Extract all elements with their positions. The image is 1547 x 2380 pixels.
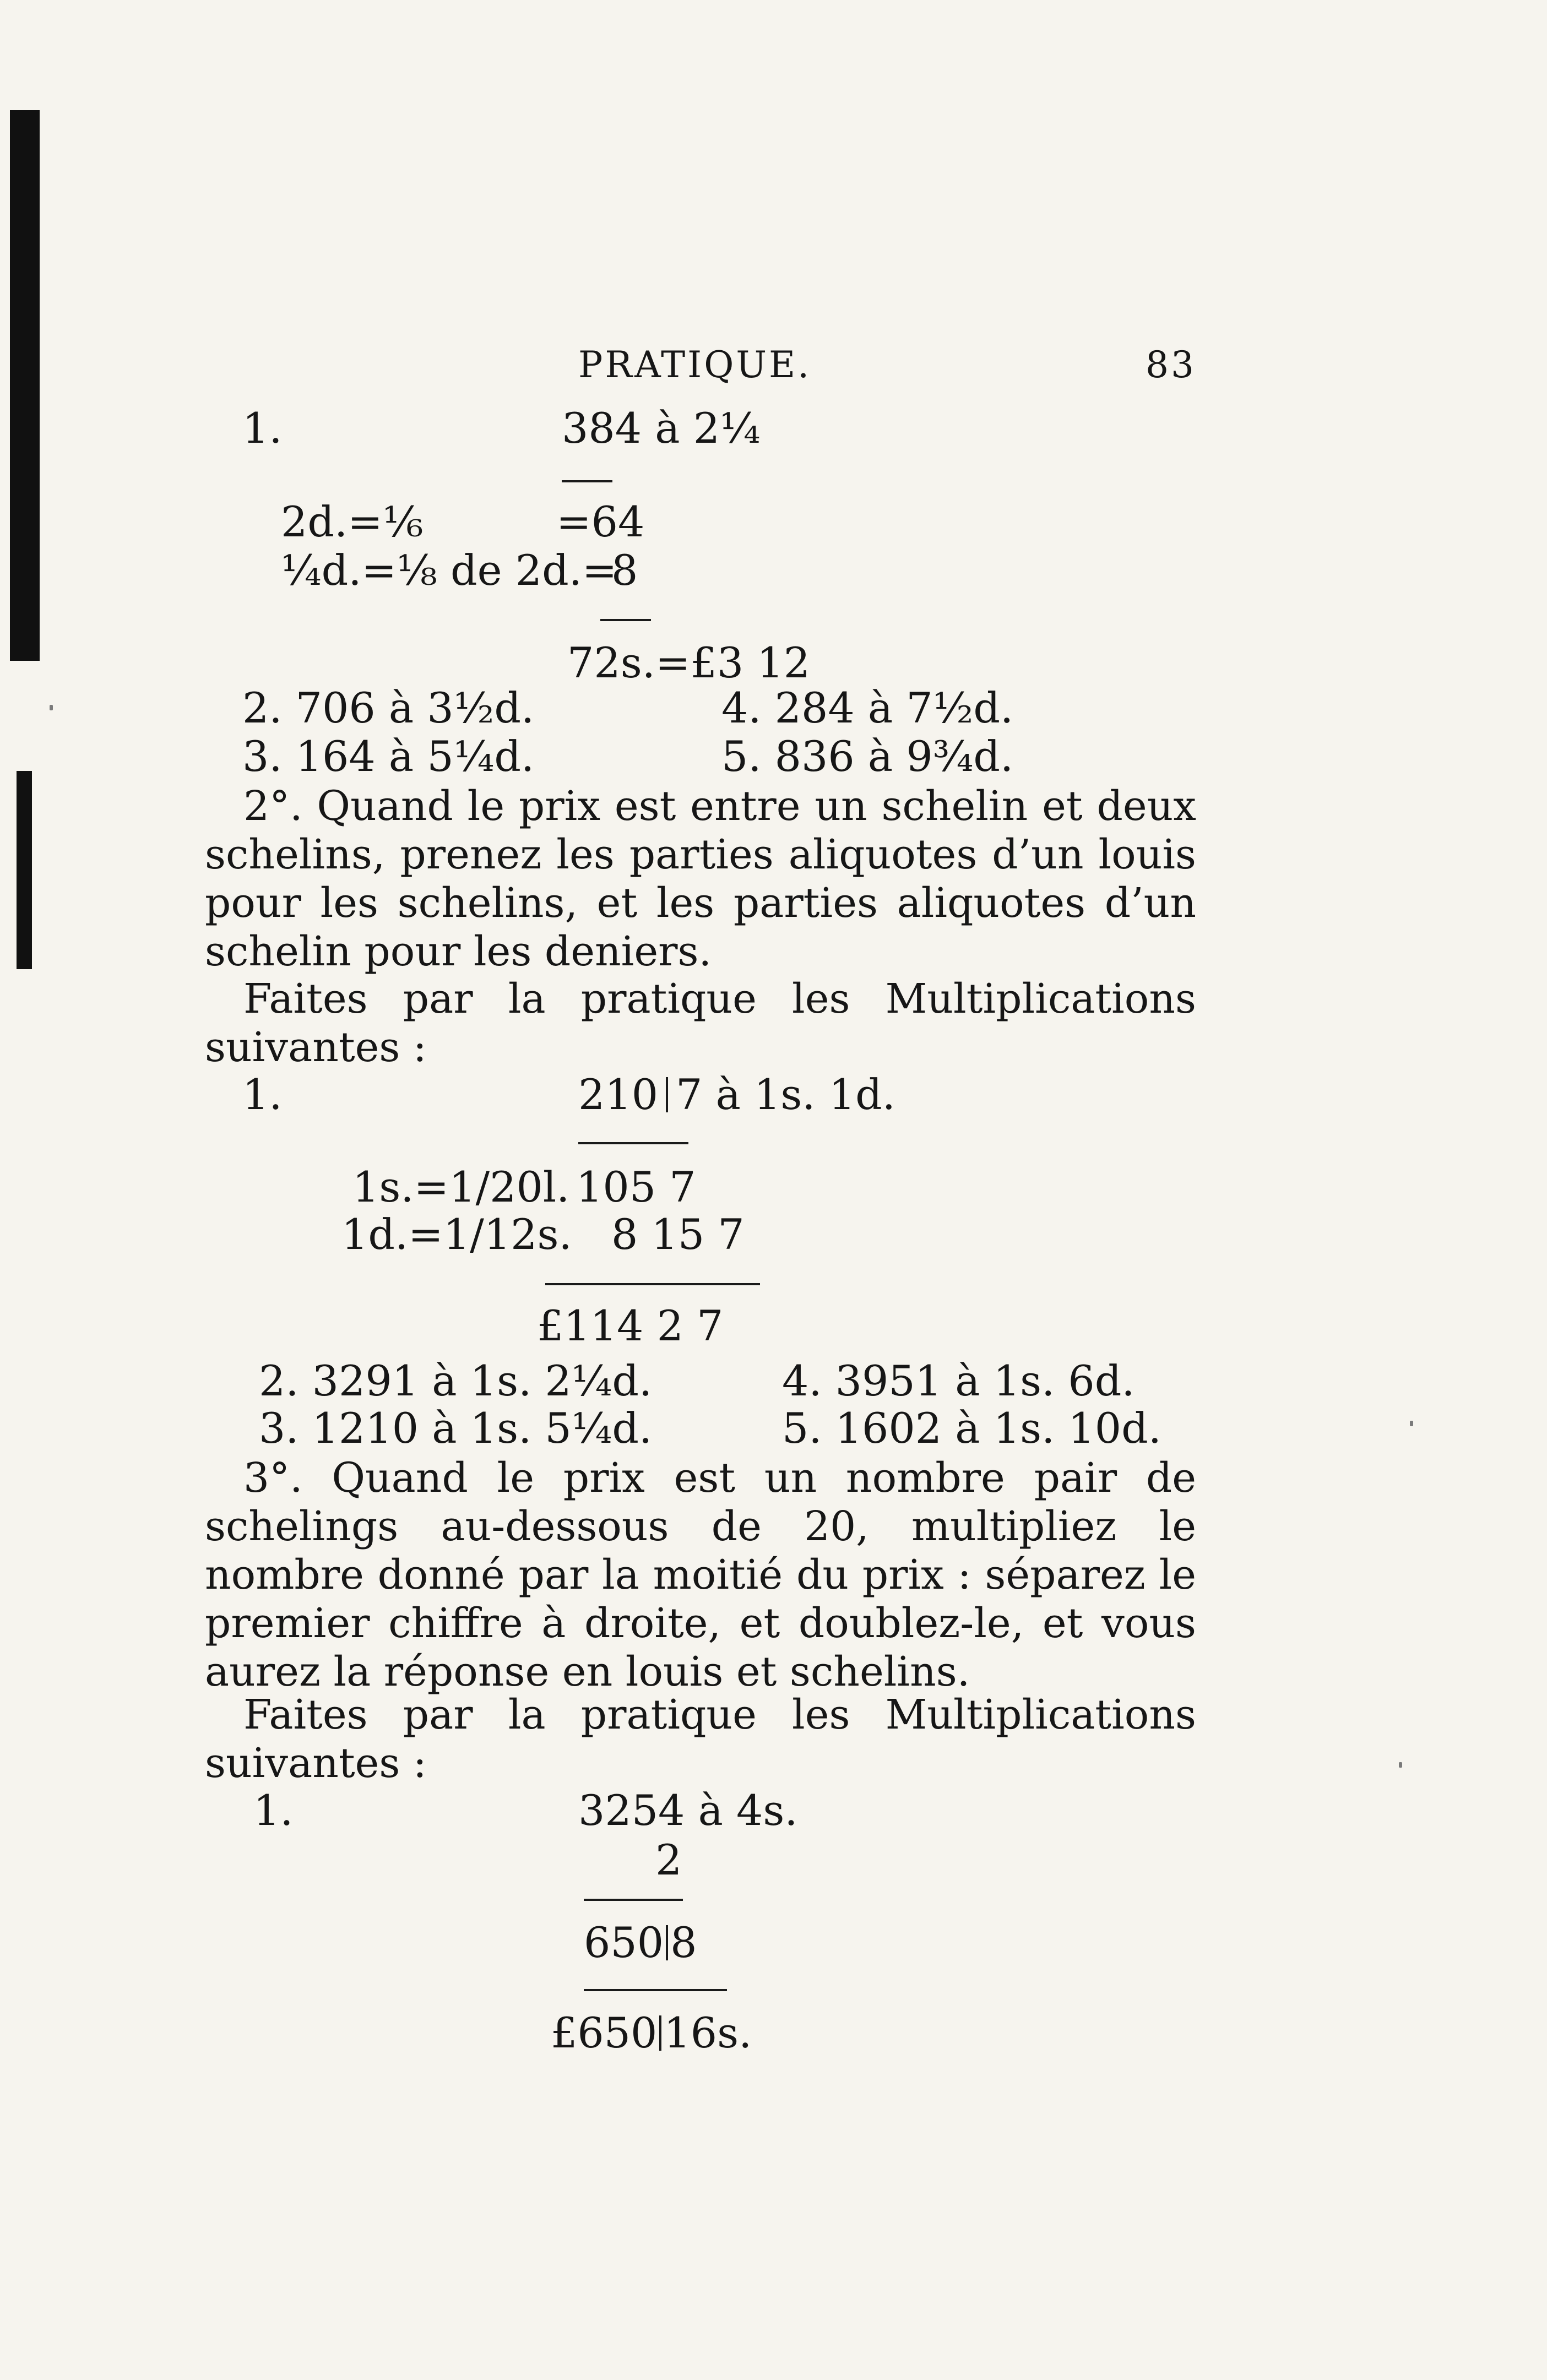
instruction-text: Faites par la pratique les Multiplications suivantes :: [205, 1691, 1196, 1787]
example-problem: 3254 à 4s.: [578, 1786, 798, 1835]
sum-total: 72s.=£3 12: [567, 638, 811, 687]
aliquot-part: 1d.=1/12s.: [341, 1210, 572, 1259]
example-number: 1.: [242, 404, 283, 453]
paper-speck: [1399, 1762, 1402, 1768]
result-louis: 650: [584, 1918, 664, 1967]
binding-shadow-top: [10, 110, 40, 661]
example-problem: 384 à 2¼: [562, 404, 761, 453]
partial-product: 105 7: [576, 1162, 696, 1211]
exercise-item: 3. 1210 à 1s. 5¼d.: [259, 1404, 653, 1453]
exercise-item: 2. 706 à 3½d.: [242, 683, 535, 732]
page-number: 83: [1146, 344, 1196, 386]
instruction-text: Faites par la pratique les Multiplications suivantes :: [205, 975, 1196, 1071]
multiplicand: 210: [578, 1070, 659, 1119]
separator-bar: [659, 2015, 661, 2051]
aliquot-part: 1s.=1/20l.: [352, 1162, 570, 1211]
exercise-item: 5. 1602 à 1s. 10d.: [782, 1404, 1161, 1453]
sum-total: £114 2 7: [537, 1301, 724, 1350]
exercise-item: 5. 836 à 9¾d.: [721, 732, 1014, 781]
example-problem: [578, 1070, 895, 1119]
instruction-paragraph: [205, 975, 1196, 1072]
rule-text: 2°. Quand le prix est entre un schelin et deux schelins, prenez les parties aliquotes d’un louis pour les schelins, et les parties aliquotes d’un schelin pour les deniers.: [205, 783, 1196, 975]
separator-bar: [666, 1077, 668, 1112]
rule-paragraph: [205, 1454, 1196, 1696]
example-number: 1.: [253, 1786, 294, 1835]
partial-result: [584, 1918, 697, 1967]
product-rule: [584, 1989, 727, 1991]
product-rule: [584, 1899, 683, 1901]
result-louis: £650: [551, 2008, 658, 2057]
exercise-item: 4. 3951 à 1s. 6d.: [782, 1356, 1135, 1405]
partial-product: 8 15 7: [611, 1210, 745, 1259]
sum-rule: [562, 480, 612, 482]
sum-rule: [600, 619, 651, 621]
exercise-item: 2. 3291 à 1s. 2¼d.: [259, 1356, 653, 1405]
example-number: 1.: [242, 1070, 283, 1119]
running-header: PRATIQUE.: [578, 344, 812, 386]
aliquot-part: ¼d.=⅛ de 2d.=: [281, 546, 617, 595]
paper-speck: [50, 705, 53, 710]
aliquot-part: 2d.=⅙: [281, 497, 424, 546]
instruction-paragraph: [205, 1691, 1196, 1787]
partial-product: 8: [611, 546, 638, 595]
result-schelins: 16s.: [664, 2008, 752, 2057]
rule-text: 3°. Quand le prix est un nombre pair de schelings au-dessous de 20, multipliez le nombre donné par la moitié du prix : séparez le premier chiffre à droite, et doublez-le, et vous aurez la réponse en louis et schelins.: [205, 1454, 1196, 1696]
sum-rule: [578, 1142, 688, 1144]
exercise-item: 3. 164 à 5¼d.: [242, 732, 535, 781]
binding-shadow-bottom: [17, 771, 32, 969]
sum-rule: [545, 1283, 760, 1285]
price: 7 à 1s. 1d.: [676, 1070, 895, 1119]
rule-paragraph: [205, 782, 1196, 976]
separator-bar: [666, 1925, 668, 1960]
paper-speck: [1410, 1421, 1413, 1426]
final-result: [551, 2008, 752, 2057]
result-digit: 8: [670, 1918, 697, 1967]
multiplier: 2: [655, 1835, 682, 1884]
partial-product: =64: [556, 497, 645, 546]
exercise-item: 4. 284 à 7½d.: [721, 683, 1014, 732]
